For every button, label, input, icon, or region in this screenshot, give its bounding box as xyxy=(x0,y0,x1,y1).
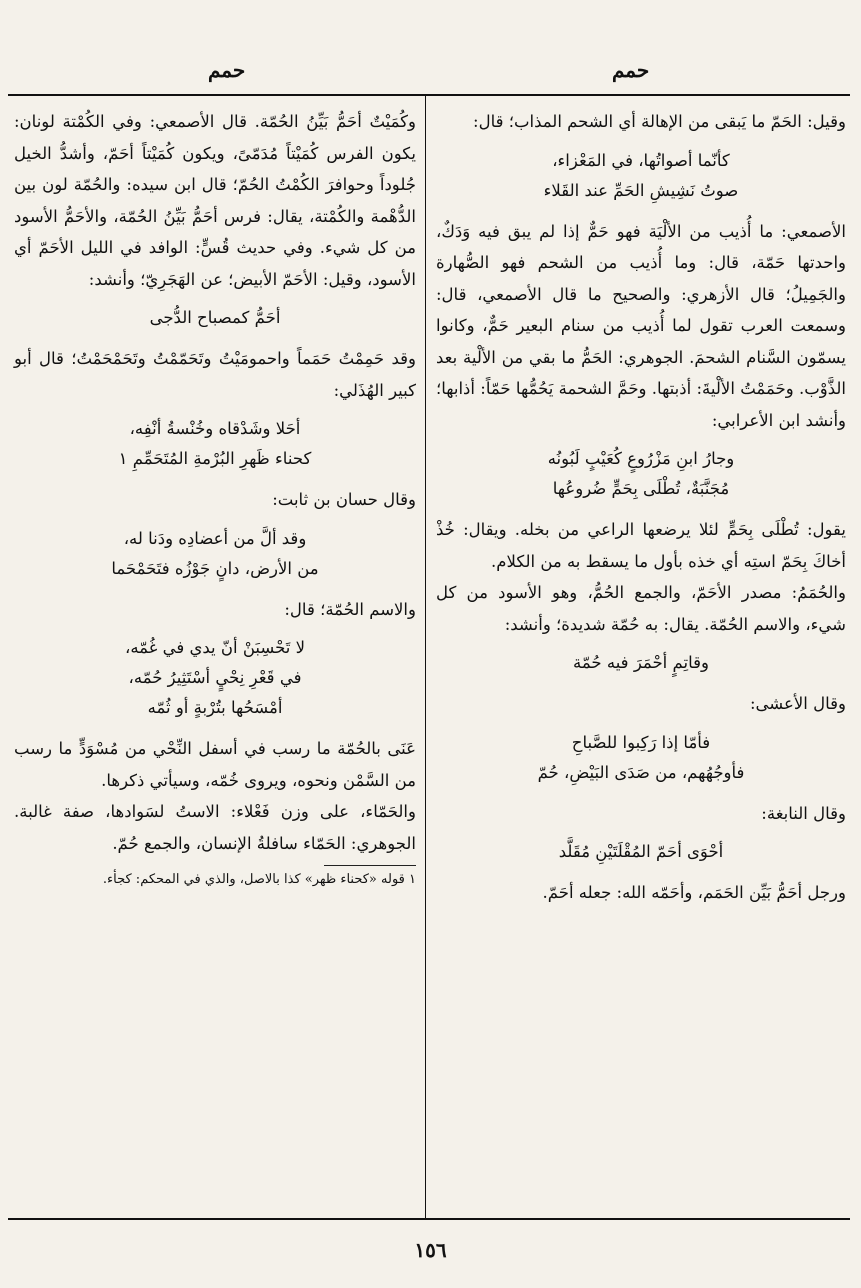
verse-line: أمْسَحُها بتُرْبةٍ أو ثُمّه xyxy=(147,698,283,717)
verse-block xyxy=(436,728,846,788)
verse-line: صوتُ نَشِيشِ الحَمِّ عند القَلاء xyxy=(543,180,739,200)
verse-block xyxy=(14,633,416,723)
footnote-rule xyxy=(324,865,416,866)
verse-line: أحَمُّ كمصباح الدُّجى xyxy=(149,308,281,327)
left-column-body xyxy=(14,106,416,859)
entry-paragraph: وقال الأعشى: xyxy=(750,694,846,713)
entry-paragraph: وقال حسان بن ثابت: xyxy=(272,490,416,509)
verse-line: كأنّما أصواتُها، في المَعْزاء، xyxy=(552,150,730,170)
entry-paragraph: وقال النابغة: xyxy=(761,803,846,823)
verse-block xyxy=(436,837,846,867)
verse-line: أحَلا وشَدْقاه وخُنْسةُ أنْفِه، xyxy=(129,419,301,438)
entry-paragraph: الأصمعي: ما أُذيب من الألْيَة فهو حَمٌّ إذا لم يبق فيه وَدَكٌ، واحدتها حَمّة، قال: وما أُذيب من الشحم فهو الصُّهارة والجَمِيلُ؛ قال الأزهري: والصحيح ما قال الأصمعي، قال: وسمعت العرب تقول لما أُذيب من سنام البعير حَمٌّ، وكانوا يسمّون السَّنام الشحمَ. الجوهري: الحَمُّ ما بقي من الألْية بعد الذَّوْب. وحَمَمْتُ الألْيةَ: أذبتها. وحَمَّ الشحمة يَحُمُّها حَمّاً: أذابها؛ وأنشد ابن الأعرابي: xyxy=(436,221,846,430)
verse-block xyxy=(14,414,416,474)
verse-line: لا تَحْسِبَنْ أنّ يدي في غُمّه، xyxy=(125,638,305,657)
running-head-left: حمم xyxy=(208,58,246,82)
verse-block xyxy=(436,444,846,504)
top-rule xyxy=(8,94,850,96)
footnote: ١ قوله «كحناء ظهر» كذا بالاصل، والذي في المحكم: كجأء. xyxy=(102,872,416,887)
entry-paragraph: وقد حَمِمْتُ حَمَماً واحمومَيْتُ وتَحَمّمْتُ وتَحَمْحَمْتُ؛ قال أبو كبير الهُذَلي: xyxy=(14,349,416,400)
verse-line: وقاتِمٍ أحْمَرَ فيه حُمّة xyxy=(573,653,709,672)
verse-line: وقد ألَّ من أعضادِه ودَنا له، xyxy=(123,528,307,548)
verse-line: مُجَنَّبَةٌ، تُطْلَى بِحَمٍّ ضُروعُها xyxy=(552,479,730,498)
verse-line: فأوجُهُهم، من صَدَى البَيْضِ، حُمّ xyxy=(537,762,745,782)
verse-line: كحناء ظَهرِ البُرْمةِ المُتَحَمِّمِ ١ xyxy=(118,449,312,468)
verse-line: في قَعْرِ نِحْيٍ أسْتَثِيرُ حُمّه، xyxy=(128,668,302,687)
entry-paragraph: والاسم الحُمّة؛ قال: xyxy=(284,599,416,619)
entry-paragraph: وقيل: الحَمّ ما يَبقى من الإهالة أي الشحم المذاب؛ قال: xyxy=(473,112,846,131)
left-column xyxy=(14,106,416,890)
entry-paragraph: والحُمَمُ: مصدر الأحَمّ، والجمع الحُمُّ، وهو الأسود من كل شيء، والاسم الحُمّة. يقال: به حُمّة شديدة؛ وأنشد: xyxy=(436,583,846,634)
page-number: ١٥٦ xyxy=(414,1238,447,1262)
verse-block xyxy=(436,146,846,206)
column-divider xyxy=(425,96,426,1218)
verse-block xyxy=(14,303,416,333)
entry-paragraph: ورجل أحَمُّ بَيِّن الحَمَم، وأحَمّه الله: جعله أحَمّ. xyxy=(542,883,846,902)
entry-paragraph: عَنَى بالحُمّة ما رسب في أسفل النِّحْي من مُسْوَدٍّ ما رسب من السَّمْن ونحوه، ويروى خُمّه، وسيأتي ذكرها. xyxy=(14,739,416,790)
verse-line: وجارُ ابنِ مَزْرُوعٍ كُعَيْبٍ لَبُونُه xyxy=(547,449,735,468)
right-column xyxy=(436,106,846,909)
bottom-rule xyxy=(8,1218,850,1220)
verse-block xyxy=(436,648,846,678)
verse-line: أحْوَى أحَمّ المُقْلَتَيْنِ مُقَلَّد xyxy=(558,842,724,861)
running-head-right: حمم xyxy=(612,58,650,82)
entry-paragraph: والحَمّاء، على وزن فَعْلاء: الاستُ لسَوادها، صفة غالبة. الجوهري: الحَمّاء سافلةُ الإنسان، والجمع حُمّ. xyxy=(14,802,416,853)
entry-paragraph: وكُمَيْتٌ أحَمُّ بَيِّنُ الحُمّة. قال الأصمعي: وفي الكُمْتة لونان: يكون الفرس كُمَيْتاً مُدَمّىً، ويكون كُمَيْتاً أحَمّ، وأشدُّ الخيل جُلوداً وحوافرَ الكُمْتُ الحُمّ؛ قال ابن سيده: والحُمّة لون بين الدُّهْمة والكُمْتة، يقال: فرس أحَمُّ بَيِّنُ الحُمّة، والأحَمُّ الأسود من كل شيء. وفي حديث قُسٍّ: الوافد في الليل الأحَمّ أي الأسود، وقيل: الأحَمّ الأبيض؛ عن الهَجَرِيّ؛ وأنشد: xyxy=(14,112,416,289)
verse-line: فأمّا إذا رَكِبوا للصَّباحِ xyxy=(571,732,711,752)
verse-block xyxy=(14,524,416,584)
verse-line: من الأرض، دانٍ جَوْزُه فتَحَمْحَما xyxy=(111,558,319,578)
entry-paragraph: يقول: تُطْلَى بِحَمٍّ لئلا يرضعها الراعي من بخله. ويقال: خُذْ أخاكَ بِحَمّ استِه أي خذه بأول ما يسقط به من الكلام. xyxy=(436,520,846,571)
